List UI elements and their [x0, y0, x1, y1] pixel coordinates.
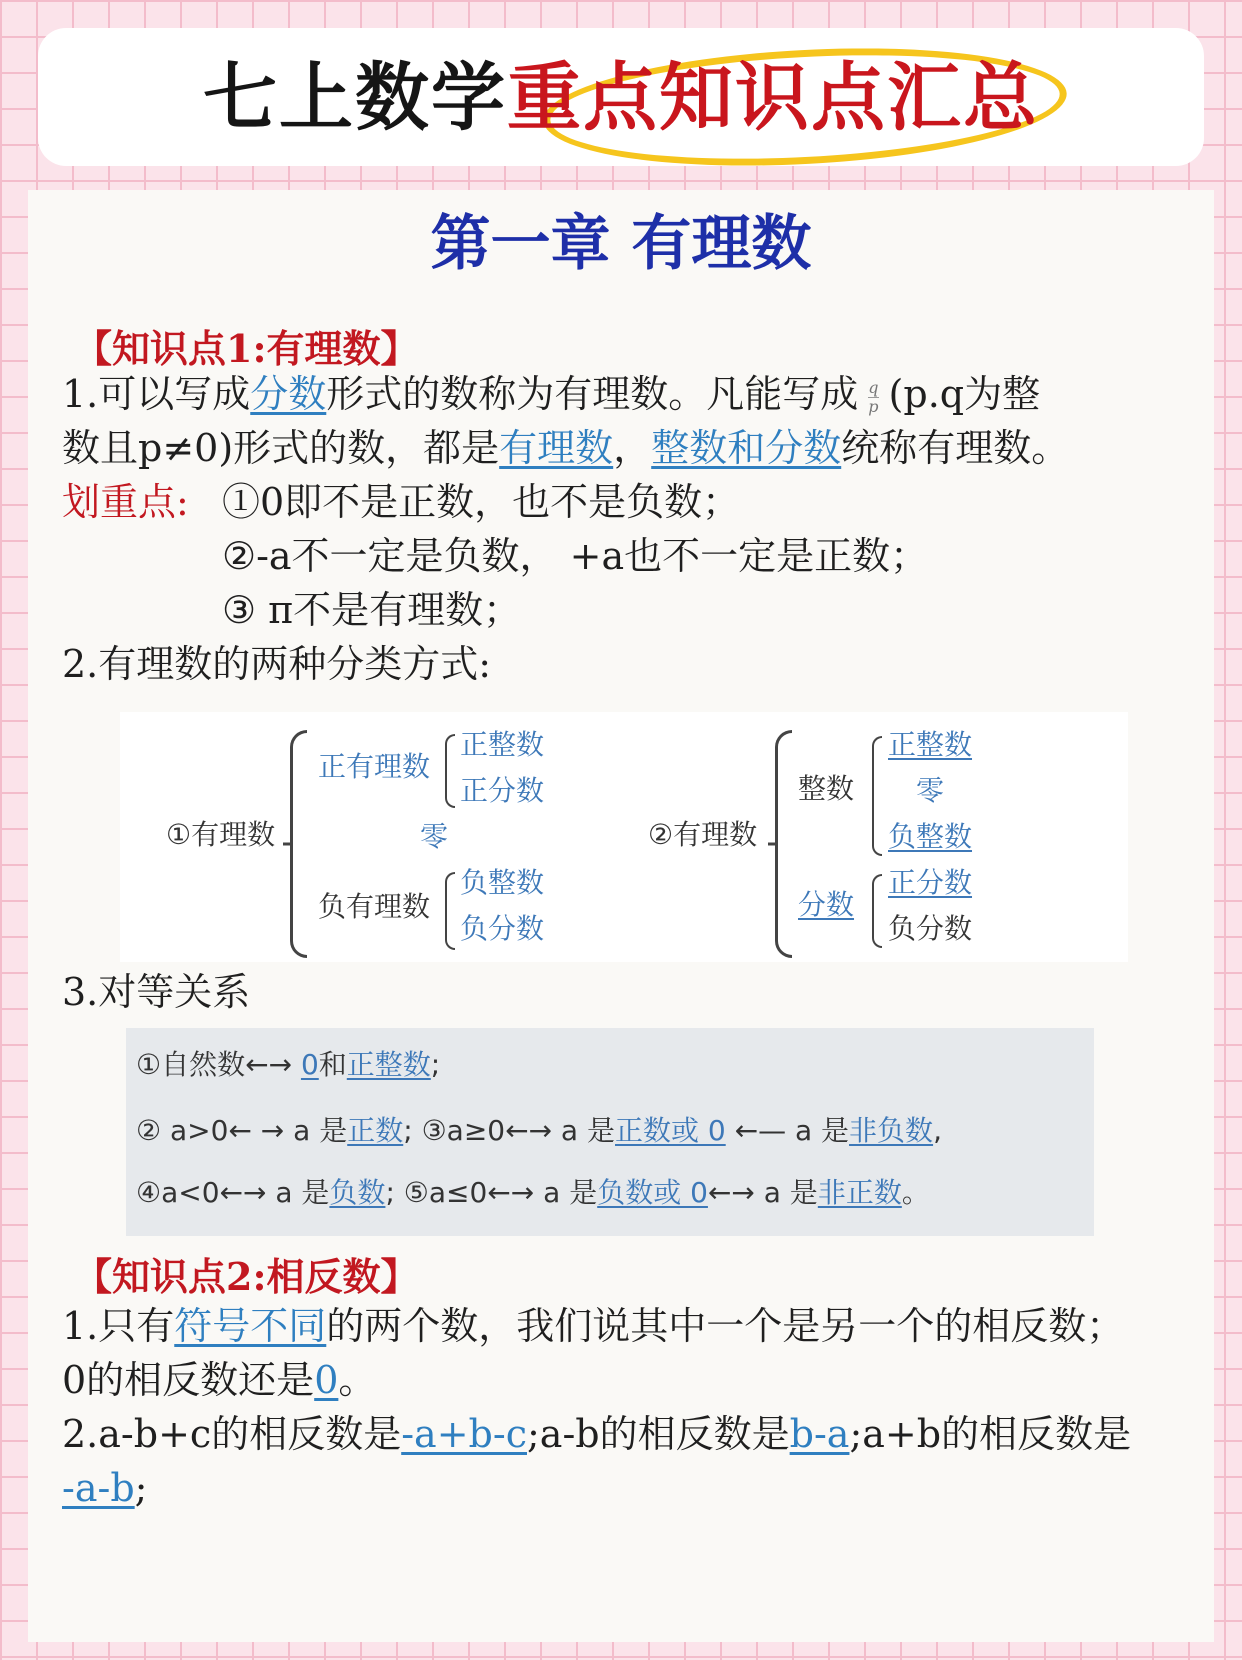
key-points-line1: [62, 476, 741, 528]
rel-term: 0: [300, 1048, 319, 1081]
kp2-line3: [62, 1408, 1131, 1460]
frac-num: q: [868, 378, 879, 397]
class2-int: 整数: [798, 772, 855, 805]
kp1-line1: [62, 368, 1040, 420]
class2-main-brace: [775, 730, 792, 958]
link-answer-2[interactable]: b-a: [789, 1412, 850, 1456]
text: 形式的数称为有理数。凡能写成: [326, 372, 859, 416]
kp2-line4: [62, 1462, 147, 1514]
kp1-heading: 【知识点1:有理数】: [74, 326, 419, 371]
page-title: [38, 55, 1204, 141]
class1-neg: 负有理数: [318, 890, 431, 923]
link-answer-3[interactable]: -a-b: [62, 1466, 135, 1510]
text: ;a-b的相反数是: [527, 1412, 790, 1456]
text: 数且p≠0)形式的数，都是: [62, 426, 500, 470]
text: ←→ a 是: [707, 1176, 818, 1209]
class2-frac: 分数: [798, 888, 855, 921]
rel-term: 非负数: [849, 1114, 934, 1147]
title-black-part: 七上数学: [203, 55, 507, 141]
text: 0的相反数还是: [62, 1358, 315, 1402]
class1-zero: 零: [420, 820, 449, 853]
link-rational[interactable]: 有理数: [499, 426, 614, 470]
class1-neg-brace: [445, 872, 455, 950]
text: ④a<0←→ a 是: [136, 1176, 330, 1209]
rel-term: 负数或 0: [597, 1176, 708, 1209]
content-paper: [28, 190, 1214, 1642]
rel-term: 负数: [329, 1176, 386, 1209]
text: ①自然数←→: [136, 1048, 293, 1081]
text: 的两个数，我们说其中一个是另一个的相反数；: [326, 1304, 1125, 1348]
class2-root: ②有理数: [648, 818, 758, 851]
kp1-line2: [62, 422, 1069, 474]
text: 统称有理数。: [841, 426, 1070, 470]
kp2-heading: 【知识点2:相反数】: [74, 1254, 419, 1299]
key-point-3: ③ π不是有理数；: [222, 588, 522, 632]
text: 。: [338, 1358, 377, 1402]
text: ② a>0← → a 是: [136, 1114, 348, 1147]
text: ;a+b的相反数是: [849, 1412, 1132, 1456]
key-label: 划重点:: [62, 480, 189, 524]
classification-diagram: [120, 712, 1128, 962]
class2-neg-frac: 负分数: [888, 912, 973, 945]
text: (p.q为整: [888, 372, 1041, 416]
class1-pos-int: 正整数: [460, 728, 545, 761]
class1-neg-frac: 负分数: [460, 912, 545, 945]
relation-row-2: [136, 1114, 942, 1148]
relation-row-3: [136, 1176, 930, 1210]
class2-neg-int: 负整数: [888, 820, 973, 853]
text: ;: [430, 1048, 441, 1081]
chapter-title: 第一章 有理数: [430, 209, 812, 279]
key-point-2: ②-a不一定是负数， +a也不一定是正数；: [222, 534, 929, 578]
class1-neg-int: 负整数: [460, 866, 545, 899]
frac-den: p: [868, 397, 879, 416]
rel-term: 非正数: [817, 1176, 902, 1209]
class1-pos-frac: 正分数: [460, 774, 545, 807]
link-answer-1[interactable]: -a+b-c: [401, 1412, 527, 1456]
class1-root: ①有理数: [166, 818, 276, 851]
text: 和: [318, 1048, 347, 1081]
relation-row-1: [136, 1048, 440, 1082]
class1-pos-brace: [445, 734, 455, 808]
rel-term: 正数: [347, 1114, 404, 1147]
kp2-line2: [62, 1354, 376, 1406]
class2-frac-brace: [872, 874, 882, 948]
text: ，: [613, 426, 652, 470]
link-zero[interactable]: 0: [314, 1358, 339, 1402]
link-fraction[interactable]: 分数: [250, 372, 327, 416]
rel-term: 正数或 0: [615, 1114, 726, 1147]
class1-pos: 正有理数: [318, 750, 431, 783]
link-int-and-frac[interactable]: 整数和分数: [651, 426, 842, 470]
title-card: [38, 28, 1204, 166]
text: ,: [933, 1114, 942, 1147]
fraction-q-over-p: [868, 379, 878, 416]
text: 。: [901, 1176, 930, 1209]
class2-int-brace: [872, 736, 882, 856]
kp2-line1: [62, 1300, 1124, 1352]
class2-pos-int: 正整数: [888, 728, 973, 761]
kp1-line-relations: 3.对等关系: [62, 970, 251, 1014]
class2-zero: 零: [916, 774, 945, 807]
text: ; ⑤a≤0←→ a 是: [385, 1176, 598, 1209]
title-red-part: 重点知识点汇总: [507, 55, 1039, 141]
class2-pos-frac: 正分数: [888, 866, 973, 899]
text: ;: [134, 1466, 148, 1510]
kp1-line-classify: 2.有理数的两种分类方式:: [62, 642, 492, 686]
key-point-1: ①0即不是正数，也不是负数；: [222, 480, 741, 524]
rel-term: 正整数: [346, 1048, 431, 1081]
text: 1.只有: [62, 1304, 175, 1348]
relations-box: [126, 1028, 1094, 1236]
class1-main-brace: [290, 730, 307, 958]
text: 2.a-b+c的相反数是: [62, 1412, 402, 1456]
text: ; ③a≥0←→ a 是: [403, 1114, 615, 1147]
text: ←— a 是: [725, 1114, 850, 1147]
link-sign-different[interactable]: 符号不同: [174, 1304, 327, 1348]
text: 1.可以写成: [62, 372, 251, 416]
